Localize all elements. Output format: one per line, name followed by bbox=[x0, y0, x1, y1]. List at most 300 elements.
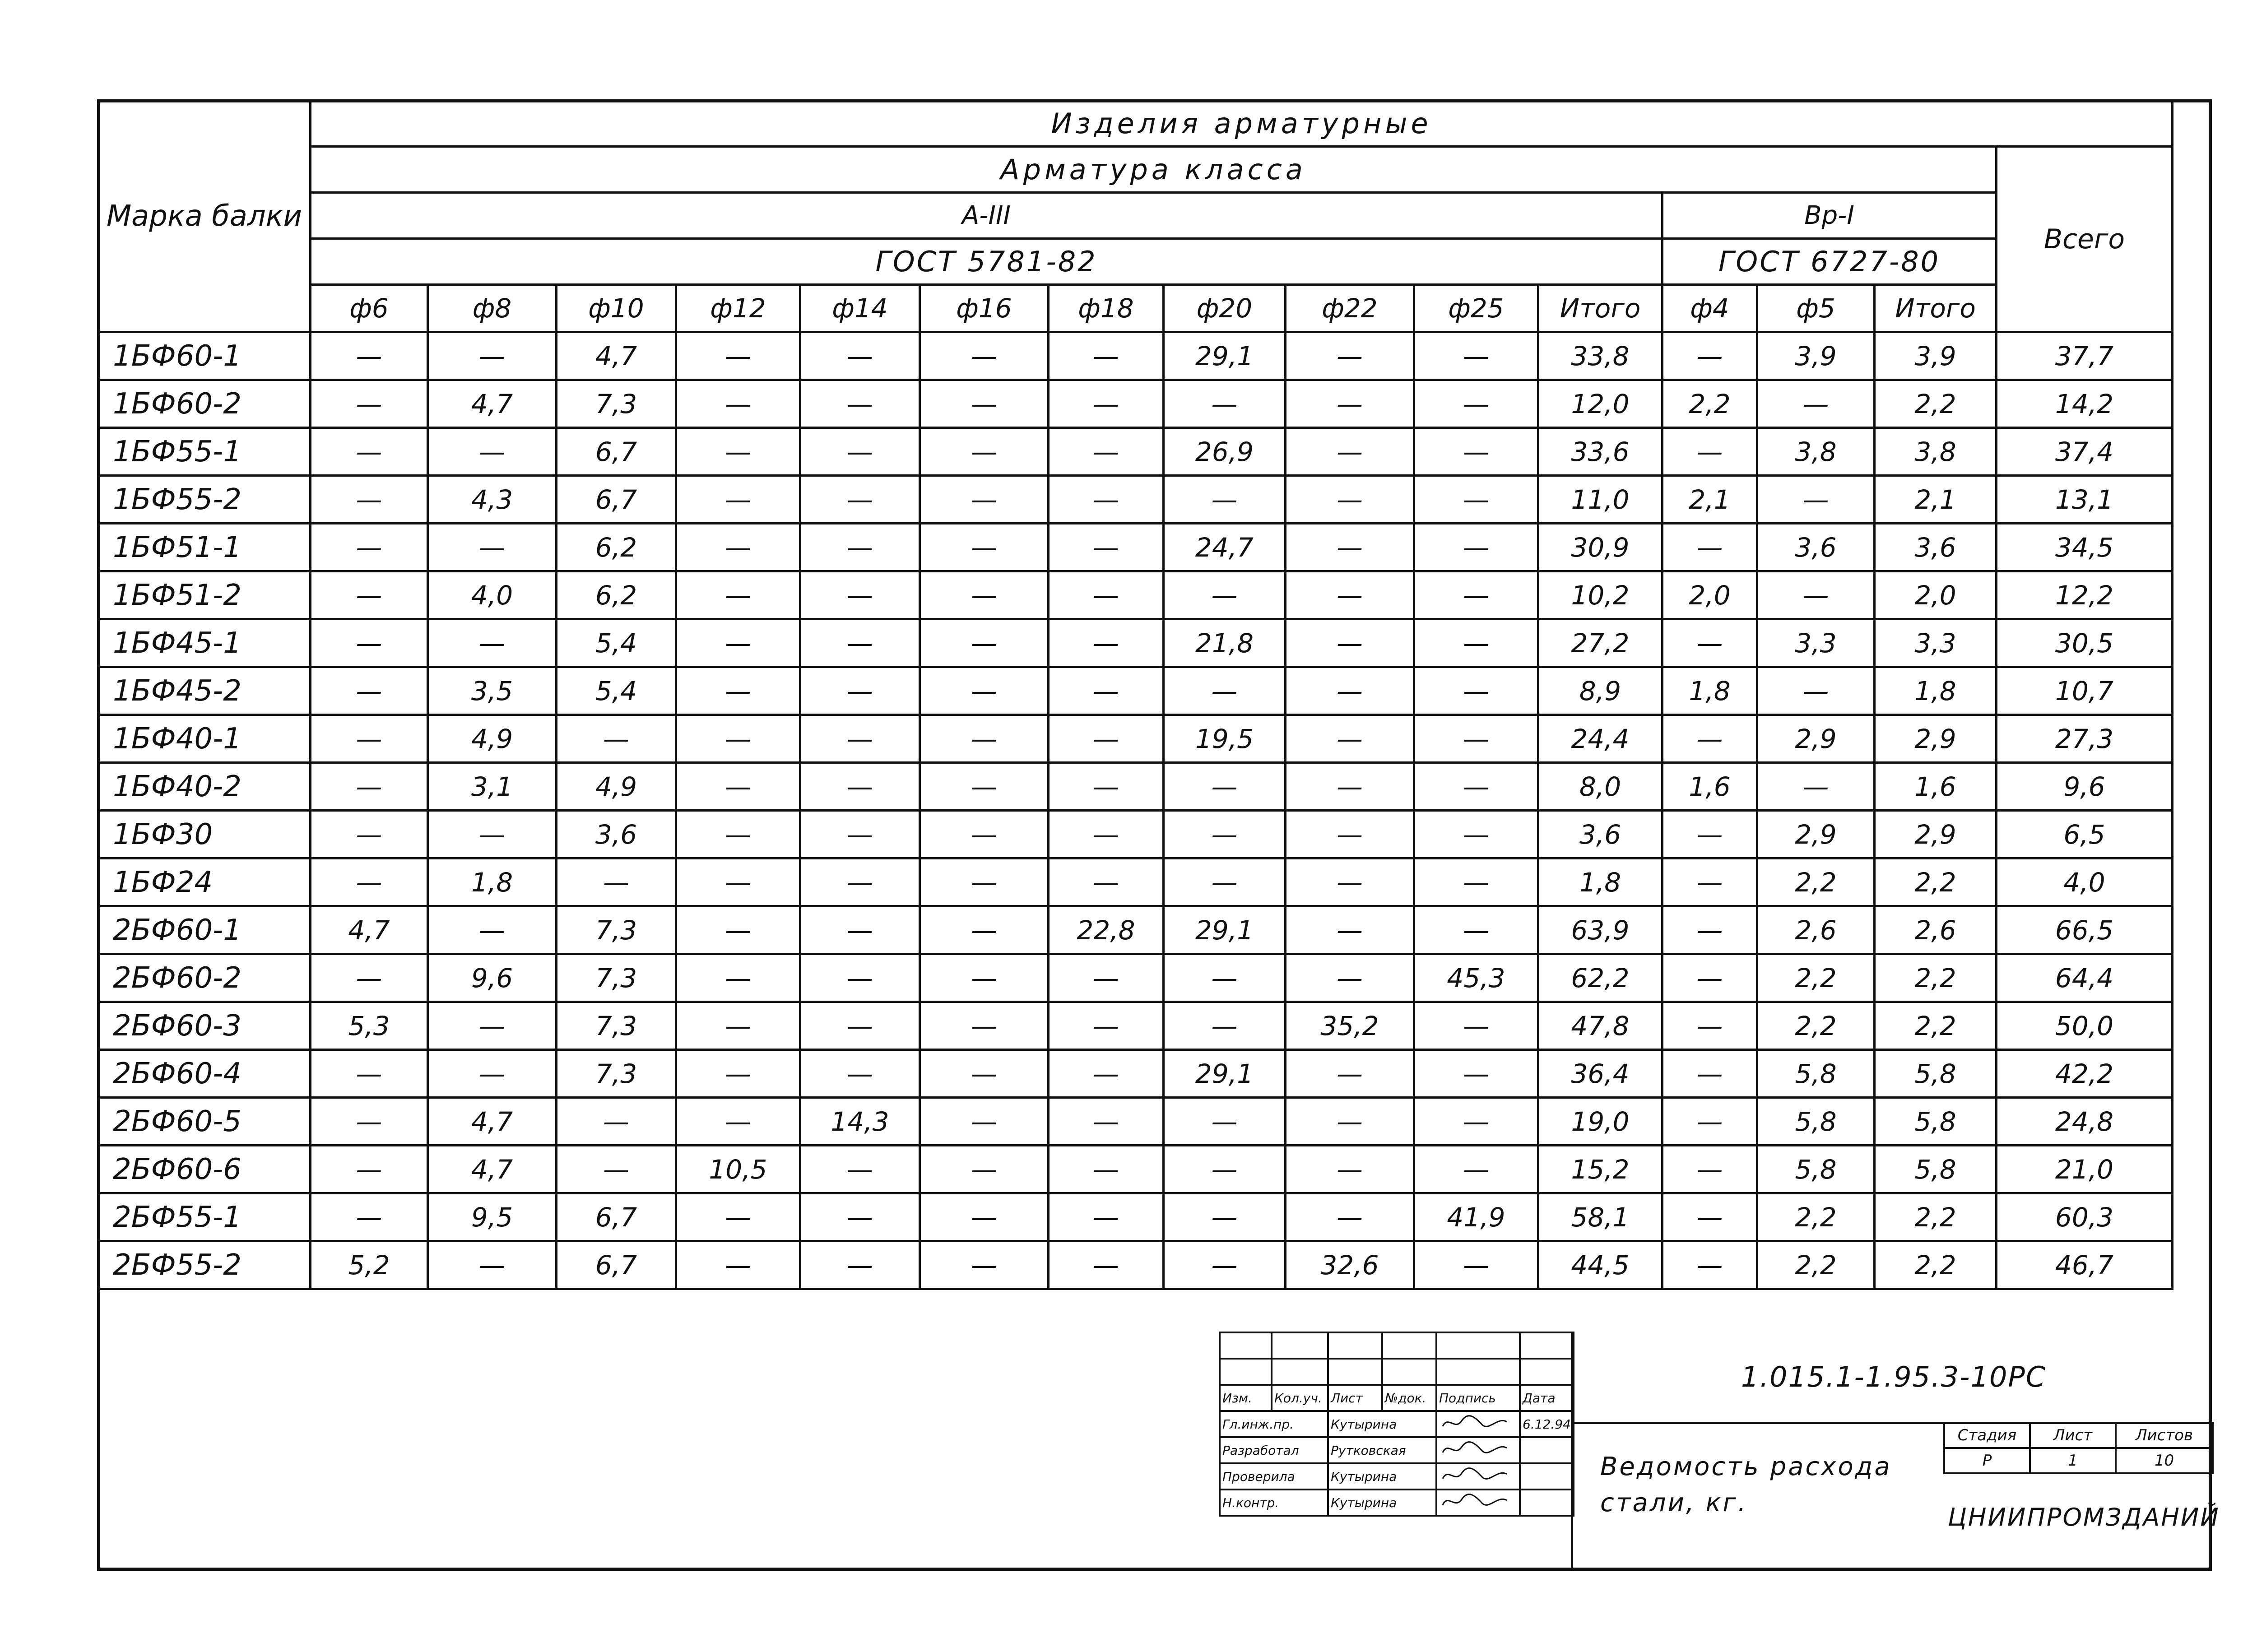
value-cell: — bbox=[311, 619, 428, 667]
value-cell: 47,8 bbox=[1538, 1002, 1663, 1050]
value-cell: — bbox=[920, 1241, 1049, 1289]
value-cell: 9,6 bbox=[428, 954, 557, 1002]
revision-column-label: Изм. bbox=[1220, 1385, 1272, 1411]
value-cell: — bbox=[1164, 476, 1286, 524]
value-cell: — bbox=[800, 906, 920, 954]
beam-mark-cell: 1БФ60-2 bbox=[98, 380, 311, 428]
beam-mark-cell: 2БФ60-1 bbox=[98, 906, 311, 954]
value-cell: 7,3 bbox=[557, 1002, 676, 1050]
value-cell: — bbox=[428, 428, 557, 476]
value-cell: — bbox=[1757, 571, 1875, 619]
staff-date bbox=[1520, 1437, 1574, 1463]
value-cell: 2,1 bbox=[1875, 476, 1997, 524]
value-cell: — bbox=[676, 428, 800, 476]
value-cell: — bbox=[1663, 811, 1757, 858]
value-cell: — bbox=[676, 1098, 800, 1146]
diam-a3-header: ф20 bbox=[1164, 285, 1286, 332]
value-cell: 2,6 bbox=[1875, 906, 1997, 954]
staff-name: Рутковская bbox=[1328, 1437, 1436, 1463]
value-cell: — bbox=[1049, 954, 1164, 1002]
value-cell: 2,2 bbox=[1757, 1002, 1875, 1050]
value-cell: 3,9 bbox=[1875, 332, 1997, 380]
staff-row bbox=[1220, 1490, 1574, 1516]
diam-vr1-header: Итого bbox=[1875, 285, 1997, 332]
value-cell: 29,1 bbox=[1164, 332, 1286, 380]
value-cell: — bbox=[1663, 1050, 1757, 1098]
staff-role: Гл.инж.пр. bbox=[1220, 1411, 1328, 1437]
value-cell: — bbox=[1286, 667, 1414, 715]
value-cell: — bbox=[1663, 524, 1757, 571]
beam-mark-header: Марка балки bbox=[98, 101, 311, 332]
sheet-value: 1 bbox=[2030, 1448, 2116, 1473]
title-block bbox=[1219, 1332, 2220, 1571]
value-cell: 9,6 bbox=[1997, 763, 2173, 811]
value-cell: 12,0 bbox=[1538, 380, 1663, 428]
value-cell: — bbox=[800, 476, 920, 524]
beam-mark-cell: 2БФ60-4 bbox=[98, 1050, 311, 1098]
value-cell: — bbox=[1286, 763, 1414, 811]
staff-name: Кутырина bbox=[1328, 1411, 1436, 1437]
revision-grid bbox=[1219, 1332, 1574, 1517]
value-cell: — bbox=[920, 858, 1049, 906]
value-cell: — bbox=[676, 667, 800, 715]
value-cell: — bbox=[676, 1193, 800, 1241]
total-header: Всего bbox=[1997, 147, 2173, 332]
sheet-label: Лист bbox=[2030, 1423, 2116, 1448]
value-cell: 4,7 bbox=[557, 332, 676, 380]
table-row bbox=[98, 1193, 2173, 1241]
value-cell: — bbox=[1663, 1146, 1757, 1193]
value-cell: 5,2 bbox=[311, 1241, 428, 1289]
value-cell: — bbox=[800, 954, 920, 1002]
value-cell: — bbox=[1286, 1146, 1414, 1193]
value-cell: 3,6 bbox=[1757, 524, 1875, 571]
diam-a3-header: Итого bbox=[1538, 285, 1663, 332]
value-cell: 3,6 bbox=[1538, 811, 1663, 858]
value-cell: — bbox=[800, 1050, 920, 1098]
value-cell: — bbox=[1049, 1193, 1164, 1241]
organization-name: ЦНИИПРОМЗДАНИЙ bbox=[1948, 1503, 2220, 1531]
value-cell: — bbox=[676, 763, 800, 811]
value-cell: — bbox=[1164, 1098, 1286, 1146]
value-cell: 14,3 bbox=[800, 1098, 920, 1146]
value-cell: — bbox=[800, 763, 920, 811]
value-cell: 2,2 bbox=[1757, 1241, 1875, 1289]
value-cell: — bbox=[557, 715, 676, 763]
value-cell: — bbox=[1414, 906, 1538, 954]
value-cell: — bbox=[557, 1098, 676, 1146]
value-cell: — bbox=[800, 1146, 920, 1193]
value-cell: — bbox=[311, 811, 428, 858]
value-cell: — bbox=[676, 954, 800, 1002]
value-cell: — bbox=[1049, 1050, 1164, 1098]
value-cell: — bbox=[428, 1002, 557, 1050]
value-cell: — bbox=[920, 667, 1049, 715]
value-cell: — bbox=[1663, 428, 1757, 476]
document-code: 1.015.1-1.95.3-10РС bbox=[1573, 1332, 2214, 1424]
beam-mark-cell: 1БФ30 bbox=[98, 811, 311, 858]
beam-mark-cell: 2БФ55-2 bbox=[98, 1241, 311, 1289]
value-cell: — bbox=[1414, 1146, 1538, 1193]
value-cell: — bbox=[1663, 332, 1757, 380]
value-cell: — bbox=[676, 476, 800, 524]
value-cell: — bbox=[1414, 763, 1538, 811]
value-cell: — bbox=[428, 619, 557, 667]
value-cell: 2,2 bbox=[1757, 858, 1875, 906]
staff-date: 6.12.94 bbox=[1520, 1411, 1574, 1437]
value-cell: 63,9 bbox=[1538, 906, 1663, 954]
value-cell: — bbox=[1286, 858, 1414, 906]
value-cell: — bbox=[1414, 1098, 1538, 1146]
value-cell: — bbox=[1286, 380, 1414, 428]
value-cell: 8,0 bbox=[1538, 763, 1663, 811]
value-cell: — bbox=[1164, 1193, 1286, 1241]
diam-a3-header: ф16 bbox=[920, 285, 1049, 332]
value-cell: 2,2 bbox=[1875, 1241, 1997, 1289]
value-cell: — bbox=[428, 332, 557, 380]
value-cell: — bbox=[920, 1050, 1049, 1098]
value-cell: 1,8 bbox=[1538, 858, 1663, 906]
value-cell: — bbox=[800, 715, 920, 763]
value-cell: — bbox=[920, 380, 1049, 428]
value-cell: — bbox=[1164, 858, 1286, 906]
value-cell: — bbox=[1049, 476, 1164, 524]
class-a3-header: А-III bbox=[311, 193, 1663, 239]
value-cell: — bbox=[1663, 715, 1757, 763]
value-cell: 27,2 bbox=[1538, 619, 1663, 667]
value-cell: — bbox=[920, 476, 1049, 524]
value-cell: — bbox=[920, 1002, 1049, 1050]
value-cell: — bbox=[920, 332, 1049, 380]
beam-mark-cell: 1БФ55-1 bbox=[98, 428, 311, 476]
value-cell: 5,4 bbox=[557, 667, 676, 715]
value-cell: 2,2 bbox=[1663, 380, 1757, 428]
stage-value: Р bbox=[1944, 1448, 2030, 1473]
value-cell: — bbox=[920, 619, 1049, 667]
value-cell: — bbox=[800, 619, 920, 667]
value-cell: 46,7 bbox=[1997, 1241, 2173, 1289]
value-cell: 50,0 bbox=[1997, 1002, 2173, 1050]
value-cell: 15,2 bbox=[1538, 1146, 1663, 1193]
value-cell: — bbox=[1286, 906, 1414, 954]
value-cell: 22,8 bbox=[1049, 906, 1164, 954]
staff-name: Кутырина bbox=[1328, 1463, 1436, 1490]
value-cell: 2,9 bbox=[1757, 811, 1875, 858]
value-cell: 24,7 bbox=[1164, 524, 1286, 571]
value-cell: 2,2 bbox=[1757, 954, 1875, 1002]
beam-mark-cell: 1БФ55-2 bbox=[98, 476, 311, 524]
value-cell: 4,7 bbox=[311, 906, 428, 954]
value-cell: 7,3 bbox=[557, 954, 676, 1002]
diam-vr1-header: ф5 bbox=[1757, 285, 1875, 332]
value-cell: 1,8 bbox=[428, 858, 557, 906]
value-cell: — bbox=[800, 811, 920, 858]
value-cell: — bbox=[1286, 476, 1414, 524]
value-cell: — bbox=[428, 524, 557, 571]
value-cell: 62,2 bbox=[1538, 954, 1663, 1002]
table-row bbox=[98, 1241, 2173, 1289]
beam-mark-cell: 2БФ60-5 bbox=[98, 1098, 311, 1146]
table-row bbox=[98, 1002, 2173, 1050]
value-cell: 4,9 bbox=[428, 715, 557, 763]
value-cell: — bbox=[1049, 1098, 1164, 1146]
value-cell: 1,6 bbox=[1875, 763, 1997, 811]
table-row bbox=[98, 811, 2173, 858]
value-cell: 2,9 bbox=[1875, 811, 1997, 858]
value-cell: 66,5 bbox=[1997, 906, 2173, 954]
value-cell: 7,3 bbox=[557, 906, 676, 954]
value-cell: — bbox=[1164, 667, 1286, 715]
value-cell: — bbox=[676, 380, 800, 428]
value-cell: — bbox=[920, 906, 1049, 954]
value-cell: — bbox=[800, 1193, 920, 1241]
value-cell: — bbox=[311, 763, 428, 811]
value-cell: — bbox=[1164, 954, 1286, 1002]
value-cell: — bbox=[920, 524, 1049, 571]
value-cell: 10,7 bbox=[1997, 667, 2173, 715]
value-cell: 1,8 bbox=[1875, 667, 1997, 715]
value-cell: 2,9 bbox=[1757, 715, 1875, 763]
value-cell: — bbox=[1286, 619, 1414, 667]
value-cell: — bbox=[1414, 811, 1538, 858]
value-cell: 27,3 bbox=[1997, 715, 2173, 763]
value-cell: — bbox=[1049, 428, 1164, 476]
table-row bbox=[98, 380, 2173, 428]
value-cell: 2,1 bbox=[1663, 476, 1757, 524]
value-cell: 3,8 bbox=[1757, 428, 1875, 476]
value-cell: — bbox=[676, 1241, 800, 1289]
value-cell: — bbox=[1049, 858, 1164, 906]
value-cell: 11,0 bbox=[1538, 476, 1663, 524]
value-cell: — bbox=[1663, 1002, 1757, 1050]
value-cell: 30,5 bbox=[1997, 619, 2173, 667]
value-cell: — bbox=[1414, 476, 1538, 524]
value-cell: — bbox=[1414, 858, 1538, 906]
beam-mark-cell: 2БФ60-3 bbox=[98, 1002, 311, 1050]
value-cell: 35,2 bbox=[1286, 1002, 1414, 1050]
value-cell: 2,2 bbox=[1875, 858, 1997, 906]
value-cell: — bbox=[1414, 1050, 1538, 1098]
beam-mark-cell: 2БФ55-1 bbox=[98, 1193, 311, 1241]
diam-a3-header: ф12 bbox=[676, 285, 800, 332]
value-cell: 5,8 bbox=[1875, 1098, 1997, 1146]
value-cell: — bbox=[1414, 1002, 1538, 1050]
value-cell: 1,8 bbox=[1663, 667, 1757, 715]
value-cell: — bbox=[920, 1146, 1049, 1193]
value-cell: — bbox=[1414, 428, 1538, 476]
value-cell: — bbox=[557, 1146, 676, 1193]
value-cell: — bbox=[557, 858, 676, 906]
title-block-right bbox=[1571, 1332, 2220, 1571]
table-row bbox=[98, 954, 2173, 1002]
value-cell: 6,7 bbox=[557, 1193, 676, 1241]
value-cell: — bbox=[1286, 811, 1414, 858]
value-cell: 6,7 bbox=[557, 1241, 676, 1289]
value-cell: 6,5 bbox=[1997, 811, 2173, 858]
value-cell: — bbox=[1286, 1098, 1414, 1146]
value-cell: — bbox=[676, 858, 800, 906]
staff-date bbox=[1520, 1463, 1574, 1490]
value-cell: 2,2 bbox=[1875, 1002, 1997, 1050]
value-cell: — bbox=[676, 811, 800, 858]
staff-name: Кутырина bbox=[1328, 1490, 1436, 1516]
value-cell: — bbox=[920, 1098, 1049, 1146]
value-cell: 3,5 bbox=[428, 667, 557, 715]
value-cell: — bbox=[1049, 571, 1164, 619]
beam-mark-cell: 1БФ40-1 bbox=[98, 715, 311, 763]
value-cell: 33,6 bbox=[1538, 428, 1663, 476]
value-cell: 36,4 bbox=[1538, 1050, 1663, 1098]
staff-date bbox=[1520, 1490, 1574, 1516]
value-cell: — bbox=[676, 571, 800, 619]
value-cell: 24,4 bbox=[1538, 715, 1663, 763]
value-cell: — bbox=[920, 571, 1049, 619]
value-cell: — bbox=[1663, 619, 1757, 667]
value-cell: — bbox=[676, 1002, 800, 1050]
value-cell: — bbox=[311, 715, 428, 763]
value-cell: 41,9 bbox=[1414, 1193, 1538, 1241]
value-cell: — bbox=[428, 1050, 557, 1098]
value-cell: 5,8 bbox=[1757, 1050, 1875, 1098]
value-cell: — bbox=[428, 811, 557, 858]
value-cell: — bbox=[676, 619, 800, 667]
value-cell: — bbox=[1663, 1098, 1757, 1146]
value-cell: — bbox=[676, 332, 800, 380]
stage-table bbox=[1943, 1422, 2214, 1474]
value-cell: — bbox=[676, 906, 800, 954]
table-row bbox=[98, 428, 2173, 476]
value-cell: 12,2 bbox=[1997, 571, 2173, 619]
value-cell: 3,9 bbox=[1757, 332, 1875, 380]
table-row bbox=[98, 763, 2173, 811]
value-cell: — bbox=[1286, 428, 1414, 476]
value-cell: 3,3 bbox=[1757, 619, 1875, 667]
value-cell: — bbox=[920, 811, 1049, 858]
beam-mark-cell: 1БФ45-2 bbox=[98, 667, 311, 715]
diam-a3-header: ф22 bbox=[1286, 285, 1414, 332]
signature bbox=[1436, 1490, 1520, 1516]
value-cell: — bbox=[1164, 380, 1286, 428]
value-cell: — bbox=[311, 428, 428, 476]
value-cell: — bbox=[1049, 1241, 1164, 1289]
diam-a3-header: ф8 bbox=[428, 285, 557, 332]
value-cell: 58,1 bbox=[1538, 1193, 1663, 1241]
table-row bbox=[98, 619, 2173, 667]
value-cell: — bbox=[1286, 524, 1414, 571]
value-cell: — bbox=[311, 571, 428, 619]
value-cell: 19,0 bbox=[1538, 1098, 1663, 1146]
value-cell: 7,3 bbox=[557, 380, 676, 428]
value-cell: — bbox=[1414, 571, 1538, 619]
value-cell: — bbox=[311, 524, 428, 571]
value-cell: — bbox=[1049, 715, 1164, 763]
table-row bbox=[98, 1098, 2173, 1146]
value-cell: — bbox=[800, 1241, 920, 1289]
value-cell: 44,5 bbox=[1538, 1241, 1663, 1289]
gost-vr1-header: ГОСТ 6727-80 bbox=[1663, 239, 1997, 285]
beam-mark-cell: 1БФ40-2 bbox=[98, 763, 311, 811]
gost-a3-header: ГОСТ 5781-82 bbox=[311, 239, 1663, 285]
value-cell: — bbox=[1164, 1146, 1286, 1193]
revision-column-label: Кол.уч. bbox=[1272, 1385, 1328, 1411]
value-cell: 4,3 bbox=[428, 476, 557, 524]
value-cell: — bbox=[1414, 524, 1538, 571]
value-cell: 2,9 bbox=[1875, 715, 1997, 763]
value-cell: 2,0 bbox=[1875, 571, 1997, 619]
value-cell: 32,6 bbox=[1286, 1241, 1414, 1289]
value-cell: — bbox=[920, 715, 1049, 763]
value-cell: 29,1 bbox=[1164, 1050, 1286, 1098]
diam-a3-header: ф18 bbox=[1049, 285, 1164, 332]
value-cell: — bbox=[311, 332, 428, 380]
value-cell: 3,8 bbox=[1875, 428, 1997, 476]
value-cell: 3,3 bbox=[1875, 619, 1997, 667]
value-cell: 42,2 bbox=[1997, 1050, 2173, 1098]
value-cell: 5,8 bbox=[1875, 1146, 1997, 1193]
value-cell: 2,2 bbox=[1875, 1193, 1997, 1241]
value-cell: — bbox=[311, 476, 428, 524]
value-cell: 21,0 bbox=[1997, 1146, 2173, 1193]
value-cell: — bbox=[311, 1193, 428, 1241]
value-cell: — bbox=[1663, 906, 1757, 954]
staff-role: Проверила bbox=[1220, 1463, 1328, 1490]
rebar-class-header: Арматура класса bbox=[311, 147, 1997, 193]
diam-a3-header: ф14 bbox=[800, 285, 920, 332]
value-cell: — bbox=[800, 332, 920, 380]
value-cell: 8,9 bbox=[1538, 667, 1663, 715]
beam-mark-cell: 1БФ51-1 bbox=[98, 524, 311, 571]
value-cell: — bbox=[1049, 1002, 1164, 1050]
value-cell: 21,8 bbox=[1164, 619, 1286, 667]
value-cell: 2,2 bbox=[1875, 954, 1997, 1002]
value-cell: 5,3 bbox=[311, 1002, 428, 1050]
value-cell: 1,6 bbox=[1663, 763, 1757, 811]
value-cell: — bbox=[800, 1002, 920, 1050]
value-cell: — bbox=[311, 380, 428, 428]
beam-mark-cell: 1БФ24 bbox=[98, 858, 311, 906]
value-cell: — bbox=[1164, 571, 1286, 619]
value-cell: — bbox=[1757, 667, 1875, 715]
value-cell: — bbox=[800, 380, 920, 428]
value-cell: — bbox=[1757, 763, 1875, 811]
table-row bbox=[98, 1146, 2173, 1193]
document-title: Ведомость расхода стали, кг. bbox=[1600, 1452, 1892, 1517]
value-cell: — bbox=[1049, 619, 1164, 667]
value-cell: — bbox=[1164, 1002, 1286, 1050]
steel-consumption-table bbox=[97, 99, 2173, 1290]
value-cell: — bbox=[311, 1146, 428, 1193]
table-row bbox=[98, 858, 2173, 906]
revision-column-label: №док. bbox=[1382, 1385, 1436, 1411]
value-cell: — bbox=[1286, 1050, 1414, 1098]
value-cell: 5,4 bbox=[557, 619, 676, 667]
value-cell: 60,3 bbox=[1997, 1193, 2173, 1241]
stage-label: Стадия bbox=[1944, 1423, 2030, 1448]
staff-row bbox=[1220, 1411, 1574, 1437]
value-cell: 37,7 bbox=[1997, 332, 2173, 380]
value-cell: — bbox=[1663, 858, 1757, 906]
value-cell: — bbox=[311, 667, 428, 715]
staff-row bbox=[1220, 1463, 1574, 1490]
value-cell: — bbox=[1286, 1193, 1414, 1241]
value-cell: — bbox=[920, 1193, 1049, 1241]
value-cell: — bbox=[1164, 763, 1286, 811]
value-cell: — bbox=[1049, 332, 1164, 380]
value-cell: 3,6 bbox=[557, 811, 676, 858]
value-cell: 19,5 bbox=[1164, 715, 1286, 763]
value-cell: 4,7 bbox=[428, 1098, 557, 1146]
value-cell: — bbox=[428, 1241, 557, 1289]
